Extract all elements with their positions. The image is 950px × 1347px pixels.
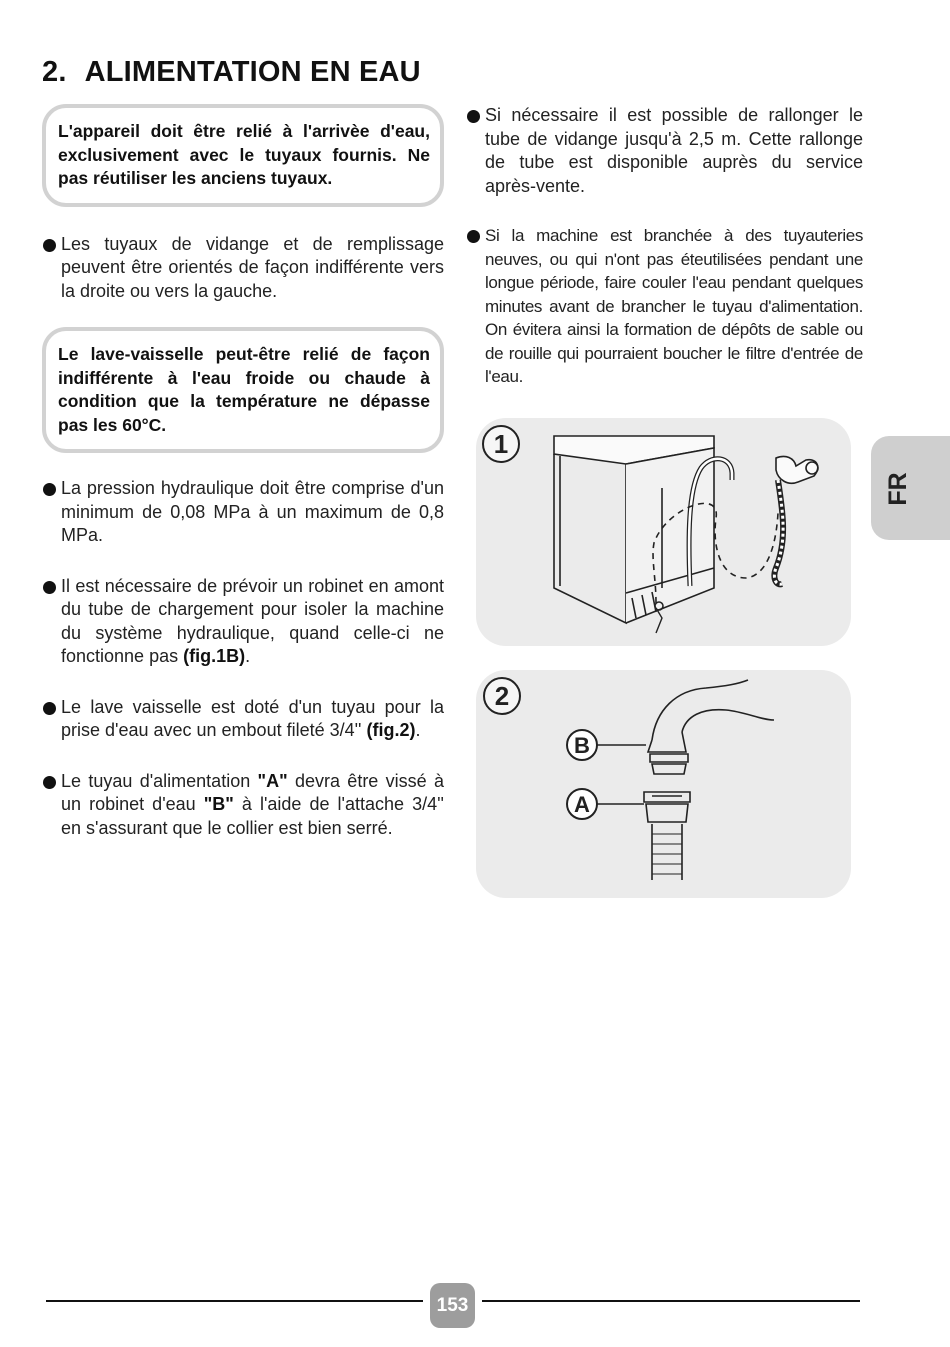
dishwasher-connection-illustration — [476, 418, 851, 646]
bullet-new-pipes: Si la machine est branchée à des tuyauteries neuves, ou qui n'ont pas éteutilisées pendant une longue période, faire couler l'eau pendant quelques minutes avant de brancher le tuyau d'alimentation. On évitera ainsi la formation de dépôts de sable ou de rouille qui pourraient boucher le filtre d'entrée de l'eau. — [466, 224, 863, 389]
language-tab — [871, 436, 950, 540]
dishwasher-drawing — [554, 436, 818, 633]
language-tab-label: FR — [884, 472, 912, 506]
figure-1-panel — [476, 418, 851, 646]
figure-2-panel — [476, 670, 851, 898]
note-box-water-temperature: Le lave-vaisselle peut-être relié de façon indifférente à l'eau froide ou chaude à condition que la température ne dépasse pas les 60°C. — [42, 327, 444, 453]
section-number: 2. — [42, 56, 67, 88]
bullet-threaded-fitting — [42, 696, 444, 743]
bullet-hose-orientation: Les tuyaux de vidange et de remplissage peuvent être orientés de façon indifférente vers la droite ou vers la gauche. — [42, 233, 444, 304]
bullet-tap-required — [42, 575, 444, 669]
bullet-connection-text-2: devra être vissé à un robinet d'eau — [61, 770, 444, 814]
left-column — [42, 104, 444, 840]
page-number-badge: 153 — [430, 1283, 475, 1328]
right-column — [466, 104, 863, 389]
bullet-supply-hose-connection — [42, 770, 444, 841]
footer-rule-left — [46, 1300, 423, 1302]
tap-b-label: "B" — [203, 794, 234, 814]
hose-a-label: "A" — [257, 770, 288, 791]
fig-2-reference: (fig.2) — [366, 720, 416, 740]
section-title-text: ALIMENTATION EN EAU — [84, 56, 421, 88]
bullet-drain-extension: Si nécessaire il est possible de rallonger le tube de vidange jusqu'à 2,5 m. Cette rallonge de tube est disponible auprès du service après-vente. — [466, 104, 863, 198]
bullet-tap-text: Il est nécessaire de prévoir un robinet en amont du tube de chargement pour isoler la machine du système hydraulique, quand celle-ci ne fonctionne pas — [61, 575, 444, 666]
threaded-fitting-illustration — [476, 670, 851, 898]
section-title — [42, 56, 421, 89]
label-b: B — [574, 733, 590, 758]
footer-rule-right — [482, 1300, 860, 1302]
hose-a-drawing — [597, 792, 690, 880]
figure-2-number: 2 — [494, 681, 510, 711]
note-box-supplied-hoses: L'appareil doit être relié à l'arrivèe d'eau, exclusivement avec le tuyaux fournis. Ne pas réutiliser les anciens tuyaux. — [42, 104, 444, 207]
label-a: A — [574, 792, 590, 817]
bullet-connection-text-1: Le tuyau d'alimentation — [61, 770, 258, 791]
bullet-fitting-text: Le lave vaisselle est doté d'un tuyau pour la prise d'eau avec un embout fileté 3/4'' — [61, 696, 444, 740]
bullet-connection-text-3: à l'aide de l'attache 3/4'' en s'assurant que le collier est bien serré. — [61, 794, 444, 838]
tap-b-drawing — [592, 680, 774, 774]
figure-1-number: 1 — [493, 429, 509, 459]
bullet-water-pressure: La pression hydraulique doit être comprise d'un minimum de 0,08 MPa à un maximum de 0,8 MPa. — [42, 477, 444, 548]
bullet-fitting-end: . — [415, 720, 421, 740]
fig-1b-reference: (fig.1B) — [183, 646, 246, 666]
bullet-tap-end: . — [245, 646, 251, 666]
